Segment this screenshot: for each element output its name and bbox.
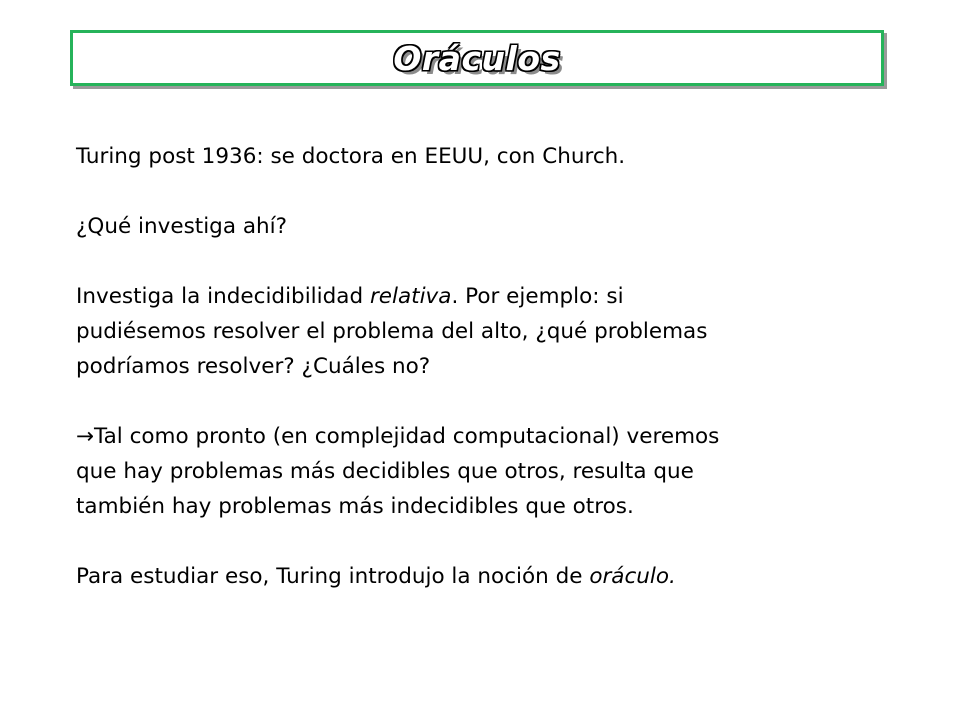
paragraph-text: Turing post 1936: se doctora en EEUU, con Church. [76,144,626,169]
text-line: también hay problemas más indecidibles que otros. [76,494,634,519]
text-segment: Tal como pronto (en complejidad computacional) veremos [94,424,720,449]
title-frame [70,30,884,86]
right-arrow-icon: → [76,424,95,449]
paragraph-turing-doctorate [76,139,926,174]
text-line [76,279,926,314]
paragraph-oracle [76,559,926,594]
paragraph-relative-undecidability [76,279,926,384]
paragraph-text: ¿Qué investiga ahí? [76,214,288,239]
text-line: podríamos resolver? ¿Cuáles no? [76,354,431,379]
paragraph-conclusion [76,419,926,524]
italic-term-oraculo: oráculo. [589,564,676,589]
text-line: que hay problemas más decidibles que otros, resulta que [76,459,694,484]
text-line: pudiésemos resolver el problema del alto, ¿qué problemas [76,319,708,344]
text-line [76,419,926,454]
italic-term-relativa: relativa [369,284,452,309]
slide-body [76,139,926,594]
text-segment: Investiga la indecidibilidad [76,284,370,309]
text-segment: . Por ejemplo: si [451,284,624,309]
paragraph-question [76,209,926,244]
slide-title: Oráculos [393,38,561,78]
text-segment: Para estudiar eso, Turing introdujo la noción de [76,564,590,589]
